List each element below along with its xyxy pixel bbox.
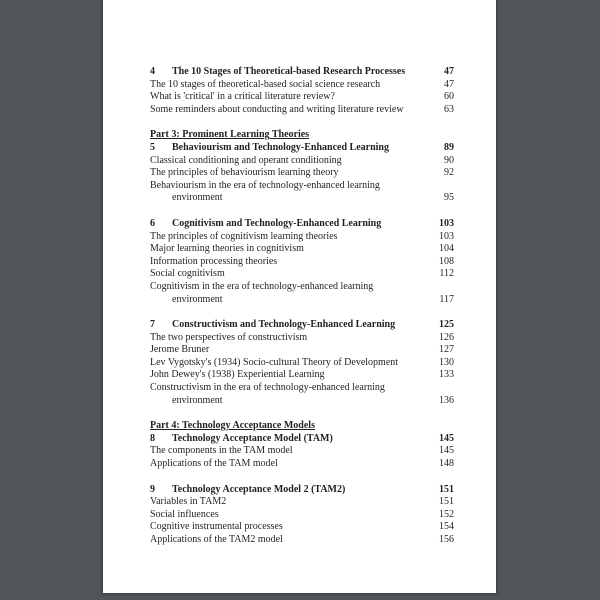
toc-entry[interactable]: [150, 231, 454, 244]
section-gap: [150, 116, 454, 129]
toc-entry-title: The components in the TAM model: [150, 445, 293, 457]
section-gap: [150, 205, 454, 218]
section-gap: [150, 407, 454, 420]
toc-entry-title: Jerome Bruner: [150, 344, 210, 356]
toc-entry-title: Cognitivism in the era of technology-enhanced learning: [150, 280, 374, 292]
toc-entry-page: 130: [439, 356, 454, 368]
toc-entry-page: 145: [439, 445, 454, 457]
chapter-label: [150, 319, 433, 332]
chapter-heading[interactable]: [150, 66, 454, 79]
toc-entry[interactable]: [150, 509, 454, 522]
toc-entry[interactable]: [150, 458, 454, 471]
part-title: Part 3: Prominent Learning Theories: [150, 129, 310, 141]
toc-entry[interactable]: [150, 332, 454, 345]
toc-entry-page: 112: [439, 268, 454, 280]
chapter-heading[interactable]: [150, 319, 454, 332]
toc-entry-title: Applications of the TAM model: [150, 458, 278, 470]
part-heading: [150, 129, 454, 142]
toc-entry[interactable]: [150, 192, 454, 205]
chapter-heading[interactable]: [150, 433, 454, 446]
toc-entry-page: 90: [444, 154, 454, 166]
toc-entry-page: 108: [439, 255, 454, 267]
toc-entry-title: Social cognitivism: [150, 268, 225, 280]
chapter-heading[interactable]: [150, 142, 454, 155]
chapter-heading[interactable]: [150, 218, 454, 231]
chapter-number: 8: [150, 432, 155, 444]
toc-entry-page: 133: [439, 369, 454, 381]
toc-entry-title: environment: [172, 192, 223, 204]
toc-entry[interactable]: [150, 268, 454, 281]
toc-entry-page: 126: [439, 331, 454, 343]
toc-entry-page: 104: [439, 243, 454, 255]
toc-entry-title: The two perspectives of constructivism: [150, 331, 308, 343]
chapter-number: 6: [150, 217, 155, 229]
toc-entry-page: 60: [444, 91, 454, 103]
toc-entry[interactable]: [150, 382, 454, 395]
toc-entry[interactable]: [150, 180, 454, 193]
chapter-title: Behaviourism and Technology-Enhanced Learning: [172, 141, 389, 153]
toc-entry-title: The principles of behaviourism learning theory: [150, 167, 339, 179]
section-gap: [150, 471, 454, 484]
toc-entry-page: 103: [439, 230, 454, 242]
chapter-number: 9: [150, 483, 155, 495]
chapter-title: Technology Acceptance Model 2 (TAM2): [172, 483, 346, 495]
toc-entry[interactable]: [150, 357, 454, 370]
toc-entry-title: Lev Vygotsky's (1934) Socio-cultural Theory of Development: [150, 356, 399, 368]
table-of-contents: [150, 66, 454, 547]
chapter-heading[interactable]: [150, 484, 454, 497]
toc-entry-page: 156: [439, 534, 454, 545]
toc-entry-title: environment: [172, 394, 223, 406]
chapter-number: 4: [150, 66, 155, 77]
part-heading: [150, 420, 454, 433]
chapter-label: [150, 484, 433, 497]
toc-entry-title: Behaviourism in the era of technology-enhanced learning: [150, 179, 380, 191]
toc-entry-page: 63: [444, 103, 454, 115]
part-title: Part 4: Technology Acceptance Models: [150, 420, 315, 432]
toc-entry[interactable]: [150, 104, 454, 117]
chapter-page-number: 89: [444, 141, 454, 153]
toc-entry-page: 151: [439, 496, 454, 508]
toc-entry-title: Some reminders about conducting and writing literature review: [150, 103, 404, 115]
chapter-number: 7: [150, 319, 155, 331]
toc-entry[interactable]: [150, 91, 454, 104]
chapter-page-number: 125: [439, 319, 454, 331]
toc-entry[interactable]: [150, 445, 454, 458]
chapter-title: Constructivism and Technology-Enhanced Learning: [172, 319, 396, 331]
toc-entry[interactable]: [150, 395, 454, 408]
chapter-page-number: 47: [444, 66, 454, 77]
toc-entry-page: 152: [439, 508, 454, 520]
section-gap: [150, 306, 454, 319]
document-page: [103, 0, 496, 593]
chapter-title: The 10 Stages of Theoretical-based Research Processes: [172, 66, 406, 77]
toc-entry-title: What is 'critical' in a critical literature review?: [150, 91, 335, 103]
toc-entry[interactable]: [150, 521, 454, 534]
toc-entry-title: Classical conditioning and operant conditioning: [150, 154, 342, 166]
toc-entry-title: John Dewey's (1938) Experiential Learning: [150, 369, 325, 381]
chapter-number: 5: [150, 141, 155, 153]
chapter-page-number: 151: [439, 483, 454, 495]
toc-entry-page: 127: [439, 344, 454, 356]
toc-entry-title: The principles of cognitivism learning theories: [150, 230, 338, 242]
toc-entry[interactable]: [150, 79, 454, 92]
toc-entry-title: Applications of the TAM2 model: [150, 534, 283, 545]
toc-entry[interactable]: [150, 344, 454, 357]
chapter-label: [150, 66, 438, 79]
toc-entry-title: The 10 stages of theoretical-based social science research: [150, 78, 381, 90]
toc-entry[interactable]: [150, 243, 454, 256]
chapter-page-number: 145: [439, 432, 454, 444]
chapter-page-number: 103: [439, 217, 454, 229]
toc-entry-title: Information processing theories: [150, 255, 278, 267]
toc-entry[interactable]: [150, 256, 454, 269]
toc-entry-title: Variables in TAM2: [150, 496, 227, 508]
toc-entry-page: 154: [439, 521, 454, 533]
toc-entry-page: 136: [439, 394, 454, 406]
toc-entry-page: 92: [444, 167, 454, 179]
toc-entry-page: 95: [444, 192, 454, 204]
toc-entry-title: environment: [172, 293, 223, 305]
toc-entry-title: Constructivism in the era of technology-enhanced learning: [150, 382, 385, 394]
toc-entry-page: 148: [439, 458, 454, 470]
toc-entry-title: Major learning theories in cognitivism: [150, 243, 304, 255]
toc-entry[interactable]: [150, 167, 454, 180]
toc-entry[interactable]: [150, 534, 454, 547]
toc-entry[interactable]: [150, 369, 454, 382]
chapter-label: [150, 218, 433, 231]
toc-entry[interactable]: [150, 155, 454, 168]
toc-entry-page: 117: [439, 293, 454, 305]
toc-entry[interactable]: [150, 294, 454, 307]
chapter-label: [150, 433, 433, 446]
chapter-title: Cognitivism and Technology-Enhanced Learning: [172, 217, 382, 229]
toc-entry-title: Cognitive instrumental processes: [150, 521, 283, 533]
toc-entry[interactable]: [150, 281, 454, 294]
chapter-label: [150, 142, 438, 155]
toc-entry-page: 47: [444, 78, 454, 90]
toc-entry[interactable]: [150, 496, 454, 509]
toc-entry-title: Social influences: [150, 508, 219, 520]
chapter-title: Technology Acceptance Model (TAM): [172, 432, 333, 444]
